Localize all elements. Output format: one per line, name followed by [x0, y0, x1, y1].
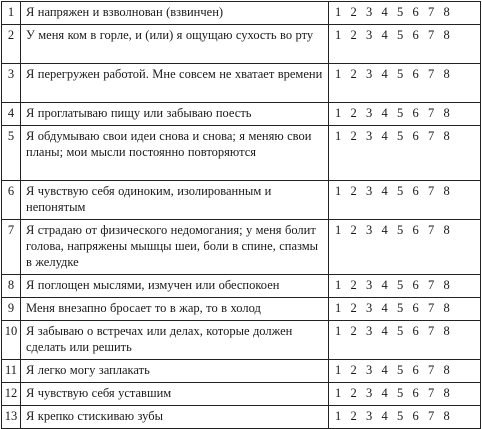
question-statement: Я чувствую себя уставшим [21, 383, 329, 406]
rating-option[interactable]: 8 [443, 184, 450, 198]
rating-option[interactable]: 1 [335, 184, 342, 198]
rating-option[interactable]: 2 [350, 28, 357, 42]
rating-scale [329, 103, 481, 126]
rating-option[interactable]: 2 [350, 363, 357, 377]
rating-scale [329, 25, 481, 64]
question-number: 5 [2, 126, 21, 181]
rating-option[interactable]: 6 [412, 223, 419, 237]
rating-option[interactable]: 5 [397, 223, 404, 237]
rating-option[interactable]: 2 [350, 223, 357, 237]
rating-option[interactable]: 8 [443, 324, 450, 338]
rating-option[interactable]: 4 [381, 28, 388, 42]
rating-option[interactable]: 1 [335, 386, 342, 400]
question-number: 7 [2, 220, 21, 275]
question-row [2, 181, 481, 220]
question-row [2, 25, 481, 64]
rating-option[interactable]: 2 [350, 409, 357, 423]
rating-option[interactable]: 7 [428, 386, 435, 400]
rating-option[interactable]: 3 [366, 106, 373, 120]
rating-option[interactable]: 1 [335, 67, 342, 81]
rating-scale-options [335, 385, 476, 401]
rating-option[interactable]: 8 [443, 106, 450, 120]
rating-scale-options [335, 183, 476, 199]
rating-option[interactable]: 3 [366, 223, 373, 237]
question-number: 2 [2, 25, 21, 64]
rating-option[interactable]: 2 [350, 278, 357, 292]
rating-option[interactable]: 3 [366, 184, 373, 198]
question-statement: Я крепко стискиваю зубы [21, 406, 329, 429]
rating-option[interactable]: 5 [397, 278, 404, 292]
rating-option[interactable]: 5 [397, 106, 404, 120]
question-number: 12 [2, 383, 21, 406]
rating-option[interactable]: 2 [350, 324, 357, 338]
rating-option[interactable]: 3 [366, 301, 373, 315]
rating-option[interactable]: 5 [397, 129, 404, 143]
rating-scale [329, 64, 481, 103]
question-row [2, 298, 481, 321]
rating-option[interactable]: 6 [412, 363, 419, 377]
rating-option[interactable]: 8 [443, 386, 450, 400]
rating-option[interactable]: 6 [412, 278, 419, 292]
rating-scale-options [335, 222, 476, 238]
rating-scale-options [335, 4, 476, 20]
question-statement: Я страдаю от физического недомогания; у меня болит голова, напряжены мышцы шеи, боли в спине, спазмы в желудке [21, 220, 329, 275]
rating-option[interactable]: 2 [350, 106, 357, 120]
rating-option[interactable]: 5 [397, 5, 404, 19]
rating-option[interactable]: 8 [443, 223, 450, 237]
rating-option[interactable]: 1 [335, 129, 342, 143]
question-row [2, 2, 481, 25]
rating-option[interactable]: 4 [381, 278, 388, 292]
rating-option[interactable]: 1 [335, 28, 342, 42]
rating-option[interactable]: 4 [381, 5, 388, 19]
question-statement: Меня внезапно бросает то в жар, то в холод [21, 298, 329, 321]
rating-option[interactable]: 6 [412, 301, 419, 315]
rating-option[interactable]: 5 [397, 301, 404, 315]
rating-option[interactable]: 1 [335, 278, 342, 292]
question-row [2, 406, 481, 429]
rating-option[interactable]: 8 [443, 278, 450, 292]
rating-option[interactable]: 6 [412, 5, 419, 19]
rating-option[interactable]: 2 [350, 184, 357, 198]
question-statement: Я поглощен мыслями, измучен или обеспокоен [21, 275, 329, 298]
rating-option[interactable]: 4 [381, 129, 388, 143]
question-number: 10 [2, 321, 21, 360]
rating-option[interactable]: 4 [381, 324, 388, 338]
rating-option[interactable]: 1 [335, 106, 342, 120]
rating-option[interactable]: 2 [350, 129, 357, 143]
question-statement: Я легко могу заплакать [21, 360, 329, 383]
rating-scale-options [335, 105, 476, 121]
rating-option[interactable]: 2 [350, 386, 357, 400]
question-row [2, 126, 481, 181]
rating-option[interactable]: 2 [350, 5, 357, 19]
question-statement: Я обдумываю свои идеи снова и снова; я меняю свои планы; мои мысли постоянно повторяются [21, 126, 329, 181]
rating-option[interactable]: 5 [397, 324, 404, 338]
question-statement: Я перегружен работой. Мне совсем не хватает времени [21, 64, 329, 103]
question-statement: Я проглатываю пищу или забываю поесть [21, 103, 329, 126]
question-number: 11 [2, 360, 21, 383]
rating-option[interactable]: 1 [335, 301, 342, 315]
rating-option[interactable]: 6 [412, 184, 419, 198]
rating-option[interactable]: 4 [381, 301, 388, 315]
rating-option[interactable]: 6 [412, 28, 419, 42]
rating-option[interactable]: 1 [335, 223, 342, 237]
question-number: 8 [2, 275, 21, 298]
rating-option[interactable]: 8 [443, 363, 450, 377]
rating-option[interactable]: 4 [381, 223, 388, 237]
rating-scale-options [335, 300, 476, 316]
question-number: 3 [2, 64, 21, 103]
rating-option[interactable]: 6 [412, 67, 419, 81]
rating-option[interactable]: 3 [366, 28, 373, 42]
question-statement: Я напряжен и взволнован (взвинчен) [21, 2, 329, 25]
rating-option[interactable]: 5 [397, 67, 404, 81]
rating-option[interactable]: 5 [397, 409, 404, 423]
rating-option[interactable]: 7 [428, 278, 435, 292]
question-statement: Я забываю о встречах или делах, которые должен сделать или решить [21, 321, 329, 360]
rating-option[interactable]: 3 [366, 278, 373, 292]
rating-option[interactable]: 7 [428, 363, 435, 377]
rating-option[interactable]: 6 [412, 106, 419, 120]
rating-option[interactable]: 4 [381, 67, 388, 81]
rating-scale [329, 220, 481, 275]
rating-option[interactable]: 3 [366, 363, 373, 377]
rating-option[interactable]: 7 [428, 301, 435, 315]
question-number: 13 [2, 406, 21, 429]
question-row [2, 103, 481, 126]
rating-option[interactable]: 3 [366, 67, 373, 81]
rating-option[interactable]: 4 [381, 184, 388, 198]
rating-option[interactable]: 7 [428, 28, 435, 42]
rating-scale-options [335, 362, 476, 378]
rating-scale-options [335, 27, 476, 43]
rating-option[interactable]: 7 [428, 223, 435, 237]
rating-scale-options [335, 66, 476, 82]
rating-option[interactable]: 4 [381, 409, 388, 423]
rating-scale [329, 360, 481, 383]
question-statement: Я чувствую себя одиноким, изолированным и непонятым [21, 181, 329, 220]
rating-option[interactable]: 1 [335, 5, 342, 19]
rating-option[interactable]: 5 [397, 184, 404, 198]
rating-option[interactable]: 8 [443, 129, 450, 143]
rating-option[interactable]: 5 [397, 386, 404, 400]
rating-option[interactable]: 4 [381, 386, 388, 400]
rating-option[interactable]: 3 [366, 409, 373, 423]
rating-option[interactable]: 7 [428, 67, 435, 81]
rating-scale [329, 2, 481, 25]
rating-scale-options [335, 323, 476, 339]
question-row [2, 275, 481, 298]
rating-option[interactable]: 1 [335, 363, 342, 377]
rating-scale [329, 181, 481, 220]
question-row [2, 220, 481, 275]
rating-scale [329, 126, 481, 181]
rating-option[interactable]: 3 [366, 5, 373, 19]
rating-option[interactable]: 8 [443, 409, 450, 423]
rating-scale-options [335, 277, 476, 293]
rating-option[interactable]: 3 [366, 386, 373, 400]
rating-option[interactable]: 6 [412, 324, 419, 338]
rating-option[interactable]: 6 [412, 129, 419, 143]
question-number: 4 [2, 103, 21, 126]
rating-scale-options [335, 128, 476, 144]
rating-option[interactable]: 8 [443, 28, 450, 42]
rating-option[interactable]: 3 [366, 129, 373, 143]
rating-option[interactable]: 5 [397, 363, 404, 377]
question-row [2, 64, 481, 103]
rating-option[interactable]: 7 [428, 106, 435, 120]
question-row [2, 383, 481, 406]
rating-scale [329, 298, 481, 321]
rating-option[interactable]: 2 [350, 301, 357, 315]
rating-scale [329, 275, 481, 298]
rating-option[interactable]: 3 [366, 324, 373, 338]
rating-scale [329, 406, 481, 429]
rating-option[interactable]: 1 [335, 409, 342, 423]
rating-option[interactable]: 7 [428, 5, 435, 19]
question-number: 9 [2, 298, 21, 321]
rating-scale-options [335, 408, 476, 424]
rating-option[interactable]: 8 [443, 67, 450, 81]
rating-option[interactable]: 4 [381, 363, 388, 377]
rating-scale [329, 321, 481, 360]
rating-option[interactable]: 8 [443, 5, 450, 19]
rating-option[interactable]: 6 [412, 409, 419, 423]
rating-option[interactable]: 8 [443, 301, 450, 315]
rating-option[interactable]: 7 [428, 324, 435, 338]
rating-option[interactable]: 7 [428, 184, 435, 198]
question-number: 1 [2, 2, 21, 25]
rating-option[interactable]: 7 [428, 409, 435, 423]
question-row [2, 360, 481, 383]
rating-option[interactable]: 1 [335, 324, 342, 338]
rating-option[interactable]: 2 [350, 67, 357, 81]
rating-option[interactable]: 5 [397, 28, 404, 42]
question-statement: У меня ком в горле, и (или) я ощущаю сухость во рту [21, 25, 329, 64]
rating-option[interactable]: 7 [428, 129, 435, 143]
questionnaire-body [2, 2, 481, 429]
stress-questionnaire-table [1, 1, 481, 429]
question-number: 6 [2, 181, 21, 220]
rating-option[interactable]: 4 [381, 106, 388, 120]
rating-scale [329, 383, 481, 406]
rating-option[interactable]: 6 [412, 386, 419, 400]
question-row [2, 321, 481, 360]
